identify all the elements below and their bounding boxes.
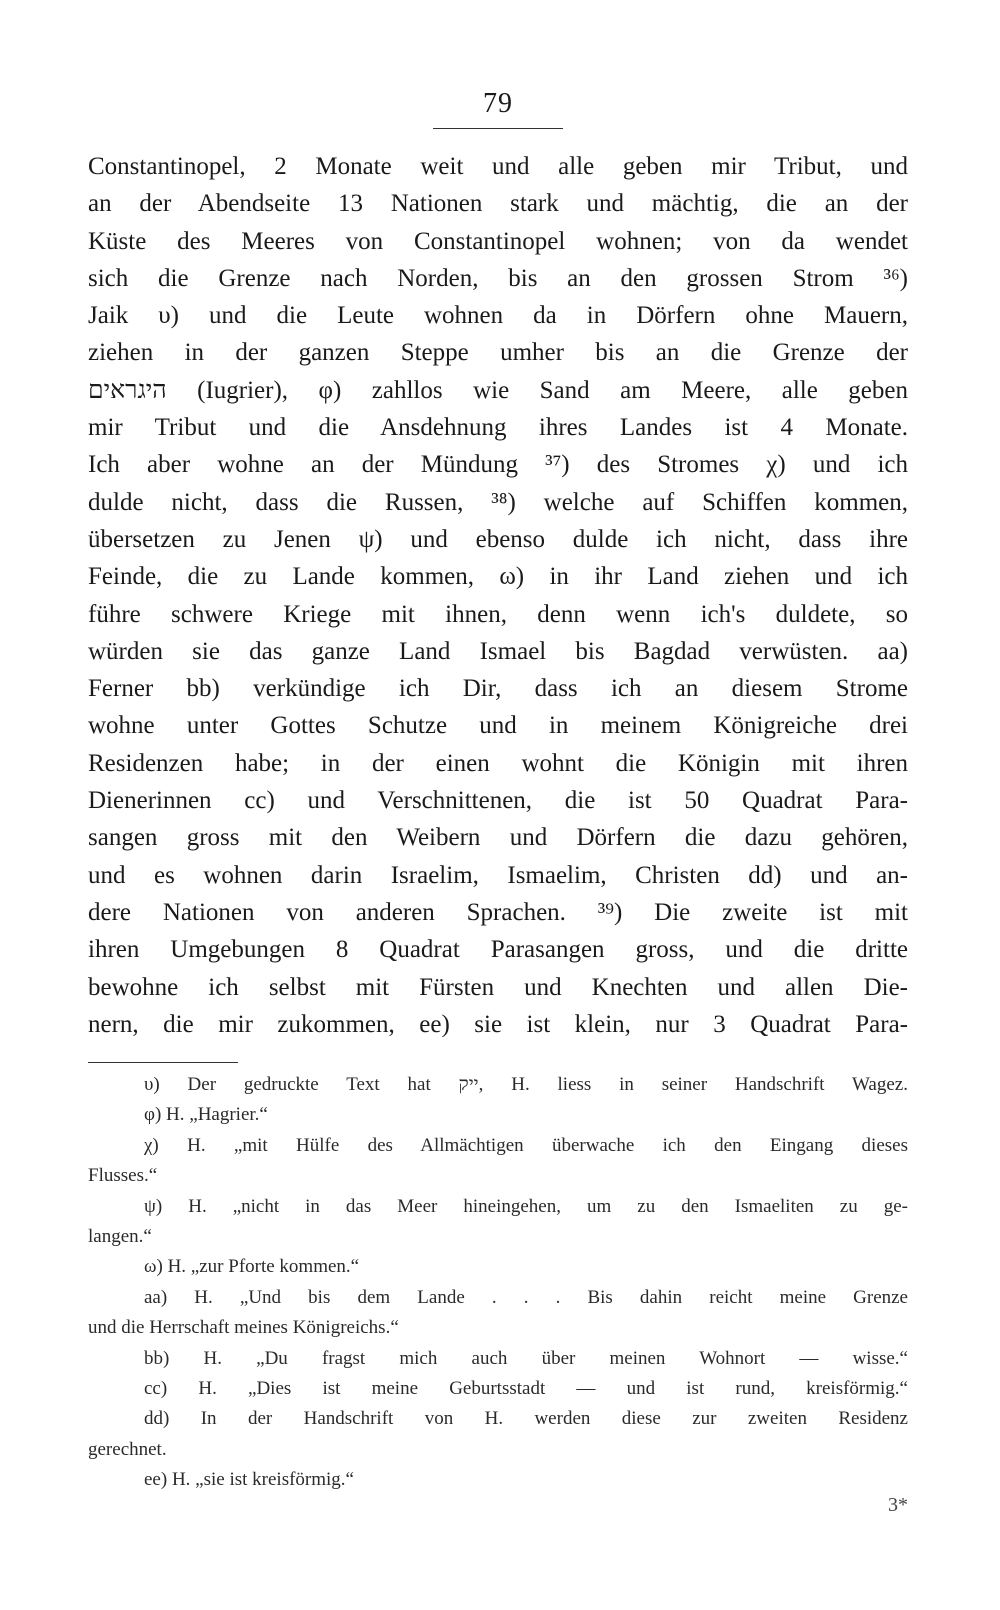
book-page (88, 0, 908, 1610)
text-line: nern, die mir zukommen, ee) sie ist klein, nur 3 Quadrat Para- (88, 1010, 908, 1038)
footnote-rule (88, 1062, 238, 1063)
header-rule (433, 128, 563, 129)
text-line: dulde nicht, dass die Russen, ³⁸) welche auf Schiffen kommen, (88, 488, 908, 516)
page-number: 79 (483, 88, 513, 119)
footnote-line: φ) H. „Hagrier.“ (144, 1104, 268, 1126)
text-line: sich die Grenze nach Norden, bis an den grossen Strom ³⁶) (88, 264, 908, 292)
text-line: Constantinopel, 2 Monate weit und alle geben mir Tribut, und (88, 153, 908, 180)
text-line: mir Tribut und die Ansdehnung ihres Landes ist 4 Monate. (88, 414, 908, 442)
main-text (88, 148, 908, 1043)
text-line: dere Nationen von anderen Sprachen. ³⁹) Die zweite ist mit (88, 898, 908, 926)
text-line: wohne unter Gottes Schutze und in meinem Königreiche drei (88, 712, 908, 740)
text-line: an der Abendseite 13 Nationen stark und mächtig, die an der (88, 190, 908, 218)
text-line: Jaik υ) und die Leute wohnen da in Dörfern ohne Mauern, (88, 302, 908, 330)
footnote-line: und die Herrschaft meines Königreichs.“ (88, 1317, 399, 1339)
text-line: ziehen in der ganzen Steppe umher bis an die Grenze der (88, 339, 908, 367)
text-line: bewohne ich selbst mit Fürsten und Knechten und allen Die- (88, 973, 908, 1001)
text-line: Feinde, die zu Lande kommen, ω) in ihr Land ziehen und ich (88, 563, 908, 591)
text-line: übersetzen zu Jenen ψ) und ebenso dulde ich nicht, dass ihre (88, 525, 908, 553)
text-line: ihren Umgebungen 8 Quadrat Parasangen gross, und die dritte (88, 936, 908, 964)
footnote-line: bb) H. „Du fragst mich auch über meinen Wohnort — wisse.“ (144, 1347, 908, 1369)
text-line: führe schwere Kriege mit ihnen, denn wenn ich's duldete, so (88, 600, 908, 628)
footnote-line: υ) Der gedruckte Text hat ייק, H. liess in seiner Handschrift Wagez. (144, 1074, 908, 1095)
footnote-line: dd) In der Handschrift von H. werden diese zur zweiten Residenz (144, 1408, 908, 1430)
footnote-line: cc) H. „Dies ist meine Geburtsstadt — und ist rund, kreisförmig.“ (144, 1377, 908, 1399)
text-line: Dienerinnen cc) und Verschnittenen, die ist 50 Quadrat Para- (88, 787, 908, 815)
signature-mark: 3* (888, 1494, 908, 1516)
footnote-line: langen.“ (88, 1225, 152, 1247)
footnote-line: aa) H. „Und bis dem Lande . . . Bis dahin reicht meine Grenze (144, 1286, 908, 1308)
text-line: und es wohnen darin Israelim, Ismaelim, Christen dd) und an- (88, 861, 908, 889)
footnote-line: Flusses.“ (88, 1165, 158, 1187)
text-line: Residenzen habe; in der einen wohnt die Königin mit ihren (88, 749, 908, 777)
text-line: würden sie das ganze Land Ismael bis Bagdad verwüsten. aa) (88, 637, 908, 665)
text-line: sangen gross mit den Weibern und Dörfern die dazu gehören, (88, 824, 908, 852)
text-line: היגראים (Iugrier), φ) zahllos wie Sand am Meere, alle geben (88, 376, 908, 404)
footnotes (88, 1070, 908, 1495)
footnote-line: gerechnet. (88, 1438, 167, 1460)
footnote-line: χ) H. „mit Hülfe des Allmächtigen überwache ich den Eingang dieses (144, 1134, 908, 1156)
text-line: Küste des Meeres von Constantinopel wohnen; von da wendet (88, 227, 908, 255)
text-line: Ich aber wohne an der Mündung ³⁷) des Stromes χ) und ich (88, 451, 908, 479)
footnote-line: ψ) H. „nicht in das Meer hineingehen, um zu den Ismaeliten zu ge- (144, 1195, 908, 1217)
text-line: Ferner bb) verkündige ich Dir, dass ich an diesem Strome (88, 675, 908, 703)
footnote-line: ee) H. „sie ist kreisförmig.“ (144, 1469, 354, 1491)
footnote-line: ω) H. „zur Pforte kommen.“ (144, 1256, 360, 1278)
